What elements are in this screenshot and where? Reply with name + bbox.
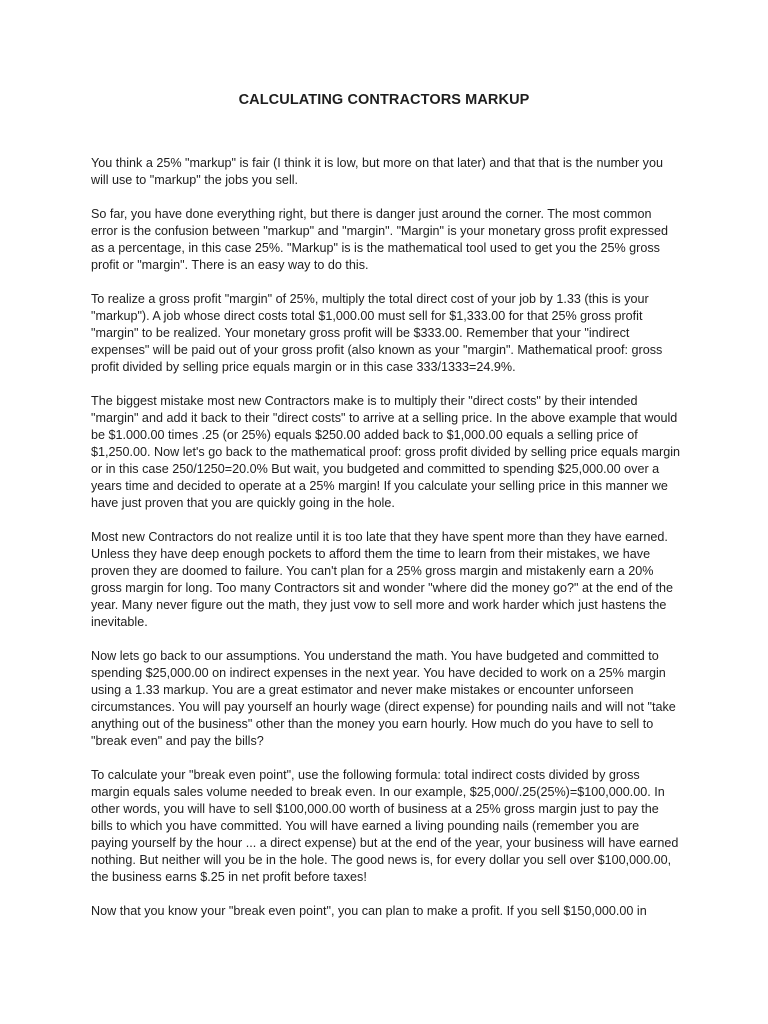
paragraph [91, 529, 681, 631]
text-line: error is the confusion between "markup" and "margin". "Margin" is your monetary gross profit expressed [91, 224, 669, 238]
text-line: The biggest mistake most new Contractors make is to multiply their "direct costs" by their intended [91, 394, 638, 408]
text-line: expenses" will be paid out of your gross profit (also known as your "margin". Mathematical proof: gross [91, 343, 663, 357]
text-line: year. Many never figure out the math, they just vow to sell more and work harder which just hastens the [91, 598, 667, 612]
paragraph [91, 291, 681, 376]
text-line: "break even" and pay the bills? [91, 734, 264, 748]
paragraph [91, 393, 681, 512]
text-line: anything out of the business" other than the money you earn hourly. How much do you have to sell to [91, 717, 654, 731]
paragraph [91, 648, 681, 750]
text-line: have just proven that you are quickly going in the hole. [91, 496, 395, 510]
text-line: proven they are doomed to failure. You can't plan for a 25% gross margin and mistakenly earn a 20% [91, 564, 654, 578]
text-line: bills to which you have committed. You will have earned a living pounding nails (remember you are [91, 819, 640, 833]
text-line: spending $25,000.00 on indirect expenses in the next year. You have decided to work on a 25% margin [91, 666, 666, 680]
paragraph [91, 206, 681, 274]
text-line: circumstances. You will pay yourself an hourly wage (direct expense) for pounding nails and will not "take [91, 700, 676, 714]
text-line: the business earns $.25 in net profit before taxes! [91, 870, 367, 884]
text-line: Now lets go back to our assumptions. You understand the math. You have budgeted and committed to [91, 649, 659, 663]
text-line: as a percentage, in this case 25%. "Markup" is is the mathematical tool used to get you the 25% gross [91, 241, 660, 255]
text-line: using a 1.33 markup. You are a great estimator and never make mistakes or encounter unforseen [91, 683, 634, 697]
text-line: be $1.000.00 times .25 (or 25%) equals $250.00 added back to $1,000.00 equals a selling price of [91, 428, 638, 442]
text-line: or in this case 250/1250=20.0% But wait, you budgeted and committed to spending $25,000.00 over a [91, 462, 660, 476]
text-line: Now that you know your "break even point", you can plan to make a profit. If you sell $150,000.00 in [91, 904, 647, 918]
text-line: profit or "margin". There is an easy way to do this. [91, 258, 369, 272]
text-line: Unless they have deep enough pockets to afford them the time to learn from their mistakes, we have [91, 547, 651, 561]
text-line: other words, you will have to sell $100,000.00 worth of business at a 25% gross margin just to pay the [91, 802, 659, 816]
text-line: profit divided by selling price equals margin or in this case 333/1333=24.9%. [91, 360, 516, 374]
text-line: $1,250.00. Now let's go back to the mathematical proof: gross profit divided by selling price equals margin [91, 445, 681, 459]
text-line: You think a 25% "markup" is fair (I think it is low, but more on that later) and that that is the number you [91, 156, 663, 170]
paragraph [91, 767, 681, 886]
text-line: Most new Contractors do not realize until it is too late that they have spent more than they have earned. [91, 530, 668, 544]
document-body [91, 155, 681, 937]
text-line: will use to "markup" the jobs you sell. [91, 173, 299, 187]
text-line: nothing. But neither will you be in the hole. The good news is, for every dollar you sell over $100,000.00, [91, 853, 672, 867]
text-line: margin equals sales volume needed to break even. In our example, $25,000/.25(25%)=$100,000.00. In [91, 785, 665, 799]
paragraph [91, 155, 681, 189]
text-line: "margin" to be realized. Your monetary gross profit will be $333.00. Remember that your "indirect [91, 326, 630, 340]
text-line: So far, you have done everything right, but there is danger just around the corner. The most common [91, 207, 652, 221]
text-line: "margin" and add it back to their "direct costs" to arrive at a selling price. In the above example that would [91, 411, 678, 425]
text-line: To calculate your "break even point", use the following formula: total indirect costs divided by gross [91, 768, 640, 782]
text-line: To realize a gross profit "margin" of 25%, multiply the total direct cost of your job by 1.33 (this is your [91, 292, 649, 306]
text-line: years time and decided to operate at a 25% margin! If you calculate your selling price in this manner we [91, 479, 668, 493]
text-line: inevitable. [91, 615, 148, 629]
document-title: CALCULATING CONTRACTORS MARKUP [238, 92, 530, 108]
paragraph [91, 903, 681, 920]
text-line: paying yourself by the hour ... a direct expense) but at the end of the year, your business will have earned [91, 836, 679, 850]
text-line: "markup"). A job whose direct costs total $1,000.00 must sell for $1,333.00 for that 25% gross profit [91, 309, 643, 323]
text-line: gross margin for long. Too many Contractors sit and wonder "where did the money go?" at the end of the [91, 581, 674, 595]
